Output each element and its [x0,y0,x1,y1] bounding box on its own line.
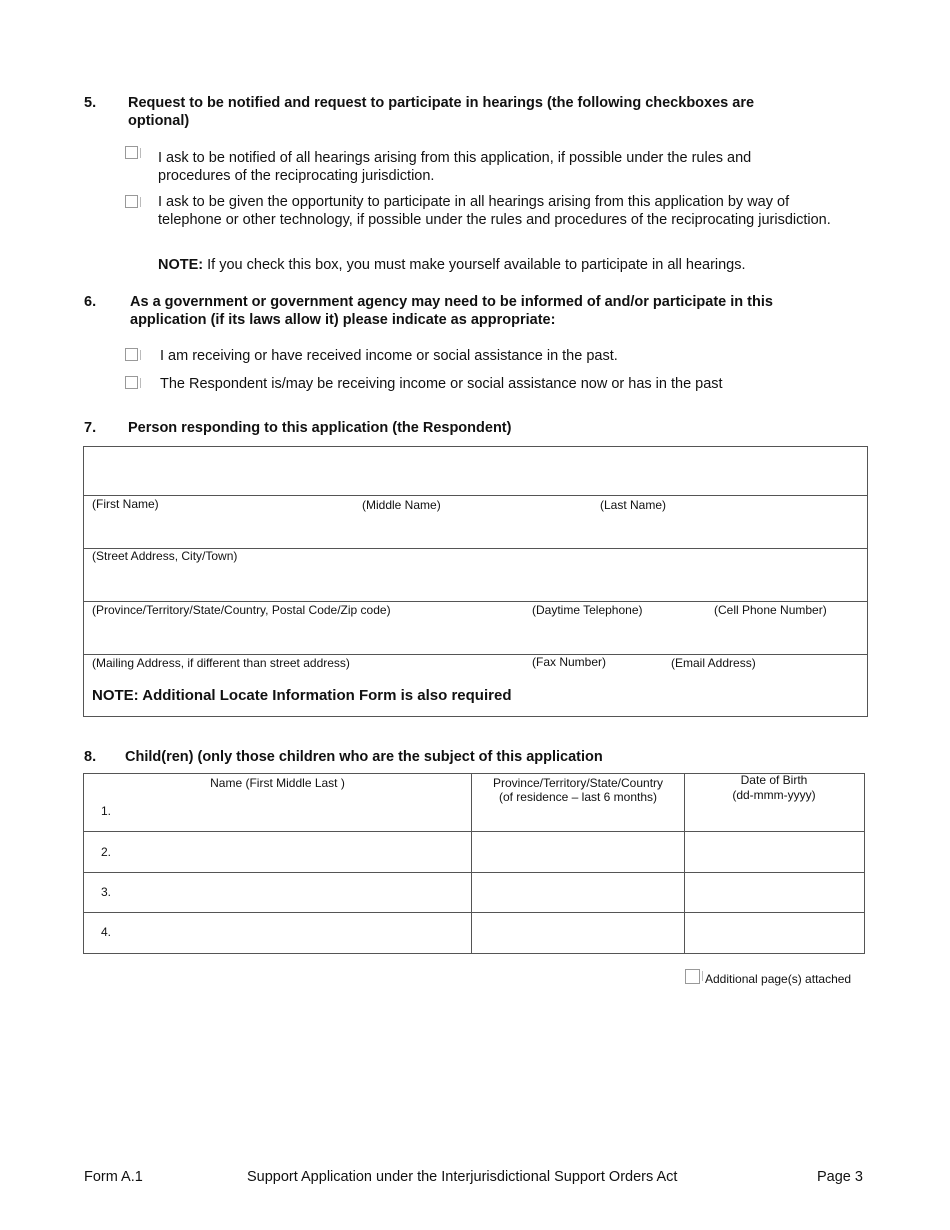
child-4-province-field[interactable] [474,915,680,951]
child-1-dob-field[interactable] [687,806,861,828]
participate-hearings-checkbox[interactable] [125,195,138,208]
section-7-heading: Person responding to this application (the Respondent) [128,420,512,436]
row-divider [83,912,865,913]
col-dob-header-line1: Date of Birth [740,773,808,787]
province-postal-label: (Province/Territory/State/Country, Postal Code/Zip code) [92,603,391,617]
middle-name-label: (Middle Name) [362,498,441,512]
section-5-note [158,256,848,274]
section-8-heading: Child(ren) (only those children who are the subject of this application [125,749,603,765]
child-1-province-field[interactable] [474,806,680,828]
respondent-name-field[interactable] [84,447,867,495]
divider [83,495,868,496]
child-4-name-field[interactable] [115,915,465,951]
respondent-province-phone-field[interactable] [84,565,867,601]
fax-number-label: (Fax Number) [532,655,607,669]
section-8-number: 8. [84,749,97,765]
footer-title: Support Application under the Interjurisdictional Support Orders Act [247,1169,678,1185]
mailing-address-label: (Mailing Address, if different than street address) [92,656,350,670]
child-2-province-field[interactable] [474,834,680,870]
col-dob-header-line2: (dd-mmm-yyyy) [732,788,816,802]
child-2-name-field[interactable] [115,834,465,870]
table-row-number: 4. [101,925,112,939]
respondent-mailing-field[interactable] [84,618,867,654]
section-7-number: 7. [84,420,97,436]
row-divider [83,872,865,873]
note-label: NOTE: [158,257,204,273]
child-3-name-field[interactable] [115,875,465,910]
row-divider [83,831,865,832]
footer-page-number: Page 3 [817,1169,863,1185]
section-5-heading: Request to be notified and request to participate in hearings (the following checkboxes are optional) [128,95,755,129]
notify-hearings-label: I ask to be notified of all hearings arising from this application, if possible under the rules and procedures of the reciprocating jurisdiction. [158,150,752,184]
col-province-header-line1: Province/Territory/State/Country [492,776,664,790]
daytime-telephone-label: (Daytime Telephone) [532,603,643,617]
first-name-label: (First Name) [92,497,159,511]
child-3-dob-field[interactable] [687,875,861,910]
section-5-number: 5. [84,95,97,111]
receiving-assistance-checkbox[interactable] [125,348,138,361]
respondent-street-field[interactable] [84,512,867,548]
child-1-name-field[interactable] [115,800,465,828]
locate-form-note: NOTE: Additional Locate Information Form is also required [92,687,512,704]
receiving-assistance-label: I am receiving or have received income or social assistance in the past. [160,348,618,364]
col-province-header-line2: (of residence – last 6 months) [498,790,658,804]
divider [83,654,868,655]
child-4-dob-field[interactable] [687,915,861,951]
child-3-province-field[interactable] [474,875,680,910]
divider [83,601,868,602]
respondent-assistance-checkbox[interactable] [125,376,138,389]
section-6-heading: As a government or government agency may need to be informed of and/or participate in this application (if its laws allow it) please indicate as appropriate: [130,294,773,328]
street-address-label: (Street Address, City/Town) [92,549,238,563]
notify-hearings-checkbox[interactable] [125,146,138,159]
additional-pages-checkbox[interactable] [685,969,700,984]
participate-hearings-label: I ask to be given the opportunity to participate in all hearings arising from this application by way of telephone or other technology, if possible under the rules and procedures of the reciprocating jurisdiction. [158,194,831,228]
child-2-dob-field[interactable] [687,834,861,870]
col-name-header: Name (First Middle Last ) [210,776,345,790]
section-6-number: 6. [84,294,97,310]
table-row-number: 3. [101,885,112,899]
respondent-assistance-label: The Respondent is/may be receiving income or social assistance now or has in the past [160,376,723,392]
table-row-number: 1. [101,804,112,818]
table-row-number: 2. [101,845,112,859]
footer-form-number: Form A.1 [84,1169,143,1185]
last-name-label: (Last Name) [600,498,667,512]
email-address-label: (Email Address) [671,656,756,670]
cell-phone-label: (Cell Phone Number) [714,603,827,617]
additional-pages-label: Additional page(s) attached [705,972,852,986]
note-text: If you check this box, you must make yourself available to participate in all hearings. [207,257,746,273]
